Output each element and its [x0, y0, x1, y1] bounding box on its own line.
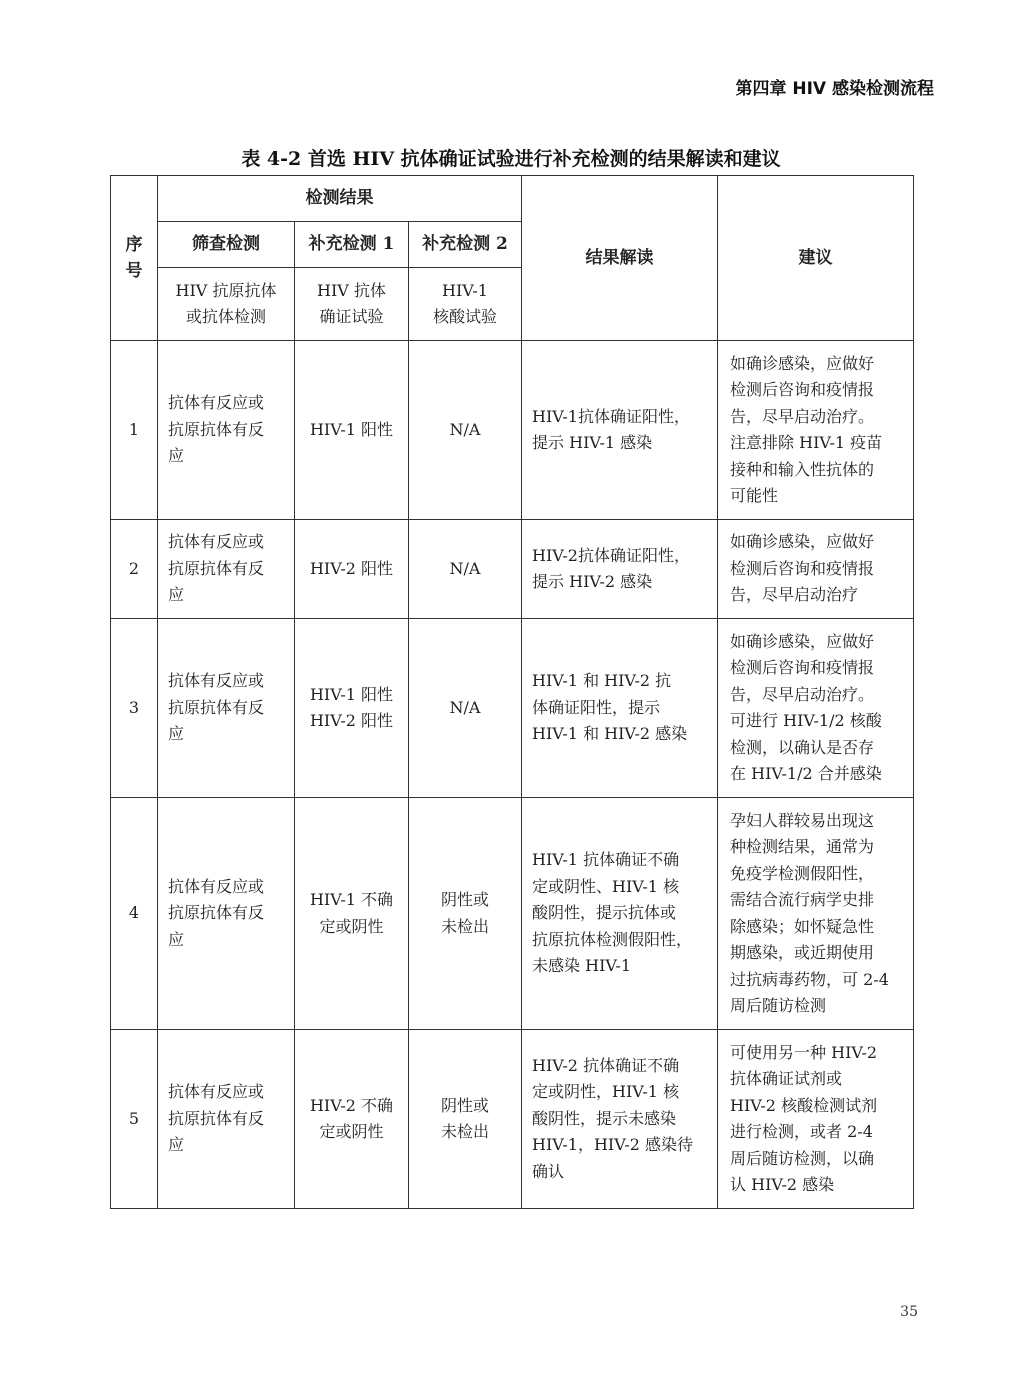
cell-text-line: 号 [125, 261, 143, 281]
cell-supp2 [409, 798, 522, 1030]
cell-text-line: 酸阴性，提示未感染 [532, 1108, 677, 1128]
cell-text-line: HIV-1 阳性 [309, 419, 394, 439]
cell-text-line: 抗体有反应或 [168, 532, 265, 552]
cell-text-line: 应 [168, 1135, 185, 1155]
table-row [111, 341, 914, 520]
cell-text-line: HIV-1 和 HIV-2 抗 [532, 671, 672, 691]
table-row [111, 1030, 914, 1209]
cell-screening [158, 798, 295, 1030]
cell-text-line: 或抗体检测 [185, 307, 266, 326]
cell-supp1 [295, 520, 409, 619]
table-row [111, 619, 914, 798]
cell-text-line: HIV-1，HIV-2 感染待 [532, 1135, 694, 1155]
cell-text-line: HIV-1 阳性 [309, 684, 394, 704]
cell-text-line: HIV-1 和 HIV-2 感染 [532, 724, 688, 744]
cell-seq: 4 [111, 798, 158, 1030]
cell-text-line: 定或阴性，HIV-1 核 [532, 1082, 680, 1102]
cell-advice [718, 1030, 914, 1209]
cell-text-line: 抗体有反应或 [168, 1082, 265, 1102]
cell-text-line: N/A [449, 697, 481, 717]
cell-text-line: 抗体有反应或 [168, 393, 265, 413]
cell-text-line: HIV-1抗体确证阳性， [532, 406, 690, 426]
cell-supp2 [409, 1030, 522, 1209]
cell-text-line: 抗体确证试剂或 [730, 1069, 843, 1088]
cell-text-line: 过抗病毒药物，可 2-4 [730, 969, 889, 989]
cell-advice [718, 341, 914, 520]
cell-text-line: 序 [125, 234, 143, 255]
cell-supp1 [295, 341, 409, 520]
cell-text-line: 定或阴性 [319, 1122, 384, 1141]
cell-interpretation [522, 1030, 718, 1209]
cell-text-line: 抗体有反应或 [168, 671, 265, 691]
cell-text-line: 如确诊感染，应做好 [730, 532, 875, 552]
cell-text-line: 认 HIV-2 感染 [730, 1175, 835, 1194]
cell-text-line: 告，尽早启动治疗 [730, 585, 859, 605]
cell-text-line: HIV-1 抗体确证不确 [532, 850, 680, 870]
cell-text-line: HIV-2 阳性 [309, 711, 394, 730]
cell-text-line: 体确证阳性，提示 [532, 697, 661, 717]
cell-text-line: 未检出 [441, 1122, 490, 1141]
header-screening-sub [158, 268, 295, 341]
header-seq [111, 176, 158, 341]
cell-screening [158, 520, 295, 619]
cell-text-line: 可能性 [730, 486, 779, 505]
cell-text-line: HIV-2 抗体确证不确 [532, 1055, 680, 1075]
cell-text-line: HIV-2 核酸检测试剂 [730, 1095, 878, 1115]
header-row-1 [111, 176, 914, 222]
header-results-group: 检测结果 [158, 176, 522, 222]
cell-interpretation [522, 520, 718, 619]
cell-text-line: 阴性或 [441, 890, 490, 909]
cell-text-line: 抗原抗体检测假阳性， [532, 929, 693, 949]
cell-text-line: 接种和输入性抗体的 [730, 459, 875, 479]
page-number: 35 [900, 1304, 918, 1320]
cell-text-line: 应 [168, 446, 185, 466]
cell-seq: 1 [111, 341, 158, 520]
cell-text-line: 抗原抗体有反 [168, 903, 265, 923]
cell-screening [158, 1030, 295, 1209]
cell-text-line: 确证试验 [319, 307, 384, 326]
cell-text-line: 定或阴性 [319, 916, 384, 936]
cell-text-line: 检测，以确认是否存 [730, 737, 875, 757]
table-row [111, 520, 914, 619]
cell-interpretation [522, 341, 718, 520]
cell-text-line: 未感染 HIV-1 [532, 956, 632, 976]
cell-text-line: 检测后咨询和疫情报 [730, 558, 875, 578]
cell-text-line: HIV-1 不确 [309, 890, 394, 909]
cell-seq: 3 [111, 619, 158, 798]
cell-text-line: 除感染；如怀疑急性 [730, 916, 875, 936]
cell-text-line: 注意排除 HIV-1 疫苗 [730, 433, 883, 452]
cell-text-line: 应 [168, 724, 185, 744]
cell-advice [718, 619, 914, 798]
cell-text-line: 未检出 [441, 916, 490, 936]
cell-supp2 [409, 619, 522, 798]
header-supp2-sub [409, 268, 522, 341]
table-title: 表 4-2 首选 HIV 抗体确证试验进行补充检测的结果解读和建议 [241, 148, 781, 170]
chapter-header: 第四章 HIV 感染检测流程 [735, 79, 934, 99]
cell-text-line: 进行检测，或者 2-4 [730, 1122, 873, 1141]
cell-text-line: 检测后咨询和疫情报 [730, 380, 875, 399]
cell-text-line: 免疫学检测假阳性， [730, 863, 875, 883]
cell-text-line: 告，尽早启动治疗。 [730, 406, 875, 426]
cell-text-line: 种检测结果，通常为 [730, 837, 875, 856]
header-screening: 筛查检测 [158, 222, 295, 268]
cell-supp2 [409, 520, 522, 619]
cell-interpretation [522, 798, 718, 1030]
table-row [111, 798, 914, 1030]
cell-text-line: N/A [449, 558, 481, 578]
cell-text-line: 需结合流行病学史排 [730, 890, 875, 909]
header-supp1: 补充检测 1 [295, 222, 409, 268]
cell-text-line: HIV-2 阳性 [309, 558, 394, 578]
cell-supp1 [295, 1030, 409, 1209]
cell-text-line: 抗体有反应或 [168, 876, 265, 896]
cell-interpretation [522, 619, 718, 798]
cell-text-line: 抗原抗体有反 [168, 419, 265, 439]
cell-text-line: 提示 HIV-1 感染 [532, 433, 653, 452]
cell-text-line: 可使用另一种 HIV-2 [730, 1042, 878, 1062]
cell-text-line: HIV-2抗体确证阳性， [532, 545, 690, 565]
cell-text-line: HIV 抗体 [317, 280, 386, 300]
cell-text-line: N/A [449, 419, 481, 439]
header-interpretation: 结果解读 [522, 176, 718, 341]
cell-advice [718, 798, 914, 1030]
cell-text-line: 抗原抗体有反 [168, 697, 265, 717]
cell-text-line: 确认 [532, 1161, 565, 1181]
cell-text-line: 可进行 HIV-1/2 核酸 [730, 711, 882, 730]
cell-advice [718, 520, 914, 619]
results-table [110, 175, 914, 1209]
cell-seq: 5 [111, 1030, 158, 1209]
cell-text-line: 阴性或 [441, 1095, 490, 1115]
cell-text-line: 期感染，或近期使用 [730, 943, 875, 962]
cell-text-line: 提示 HIV-2 感染 [532, 572, 653, 591]
cell-text-line: HIV-1 [442, 280, 488, 300]
header-supp2: 补充检测 2 [409, 222, 522, 268]
header-advice: 建议 [718, 176, 914, 341]
header-supp1-sub [295, 268, 409, 341]
cell-supp1 [295, 798, 409, 1030]
cell-supp1 [295, 619, 409, 798]
cell-text-line: 酸阴性，提示抗体或 [532, 903, 677, 923]
cell-text-line: 如确诊感染，应做好 [730, 631, 875, 651]
cell-text-line: 在 HIV-1/2 合并感染 [730, 764, 882, 783]
cell-text-line: 定或阴性、HIV-1 核 [532, 876, 680, 896]
cell-screening [158, 619, 295, 798]
cell-supp2 [409, 341, 522, 520]
cell-text-line: HIV-2 不确 [309, 1095, 394, 1115]
cell-screening [158, 341, 295, 520]
cell-text-line: 周后随访检测，以确 [730, 1148, 875, 1168]
cell-text-line: 抗原抗体有反 [168, 558, 265, 578]
cell-text-line: 告，尽早启动治疗。 [730, 684, 875, 704]
cell-text-line: 抗原抗体有反 [168, 1108, 265, 1128]
cell-text-line: 如确诊感染，应做好 [730, 353, 875, 373]
cell-seq: 2 [111, 520, 158, 619]
cell-text-line: 检测后咨询和疫情报 [730, 658, 875, 677]
cell-text-line: 周后随访检测 [730, 996, 827, 1015]
cell-text-line: 应 [168, 929, 185, 949]
cell-text-line: 孕妇人群较易出现这 [730, 810, 875, 830]
cell-text-line: 应 [168, 585, 185, 605]
cell-text-line: 核酸试验 [433, 307, 498, 326]
cell-text-line: HIV 抗原抗体 [175, 280, 277, 300]
